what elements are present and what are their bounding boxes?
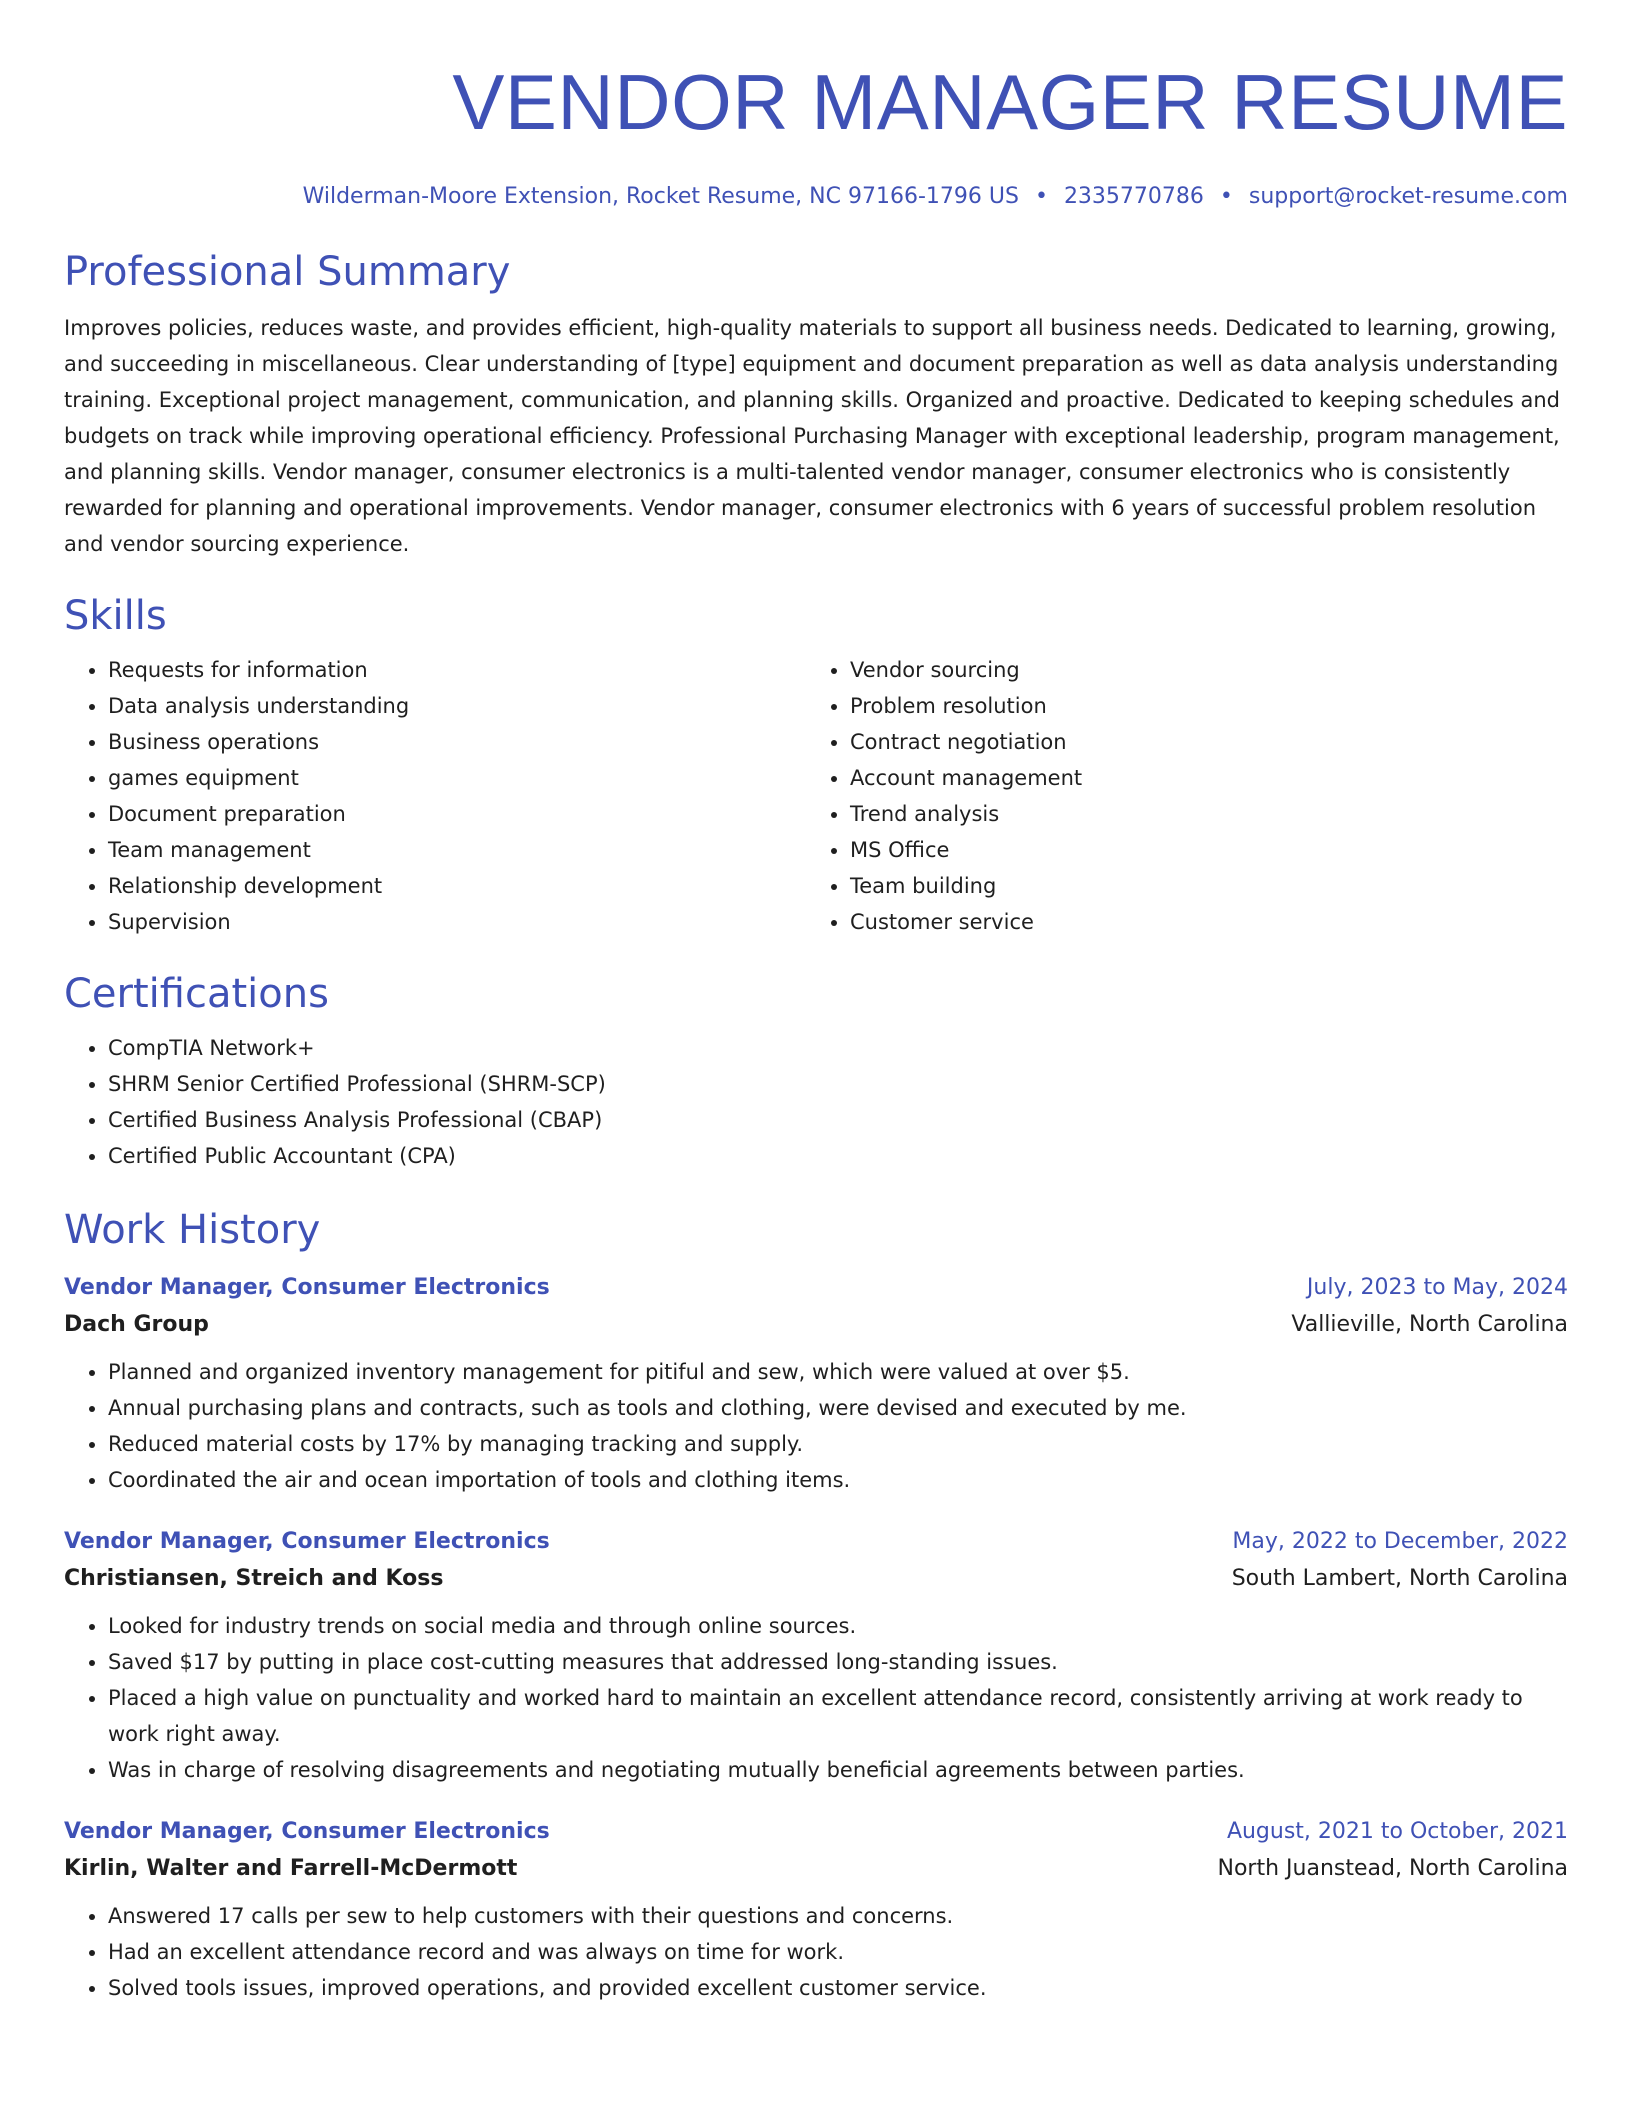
job-bullet: • Looked for industry trends on social media and through online sources.	[108, 1608, 1568, 1644]
job-company-row	[64, 1560, 1568, 1598]
job-title: Vendor Manager, Consumer Electronics	[64, 1819, 550, 1844]
job-bullet: • Reduced material costs by 17% by managing tracking and supply.	[108, 1426, 1568, 1462]
job-entry	[64, 1524, 1568, 1788]
contact-address: Wilderman-Moore Extension, Rocket Resume, NC 97166-1796 US	[302, 184, 1019, 209]
job-company: Christiansen, Streich and Koss	[64, 1566, 444, 1591]
skills-list-left	[64, 652, 806, 940]
job-title-row	[64, 1814, 1568, 1850]
skill-item: • Team building	[850, 868, 1568, 904]
skill-item: • Team management	[108, 832, 806, 868]
skill-item: • Requests for information	[108, 652, 806, 688]
skills-list-right	[806, 652, 1568, 940]
job-bullet: • Placed a high value on punctuality and worked hard to maintain an excellent attendance record, consistently arriving at work ready to work right away.	[108, 1680, 1568, 1752]
job-bullets	[64, 1608, 1568, 1788]
job-bullet: • Was in charge of resolving disagreements and negotiating mutually beneficial agreements between parties.	[108, 1752, 1568, 1788]
job-company-row	[64, 1850, 1568, 1888]
resume-name: VENDOR MANAGER RESUME	[452, 58, 1568, 146]
skill-item: • Trend analysis	[850, 796, 1568, 832]
skill-item: • games equipment	[108, 760, 806, 796]
certification-item: • Certified Public Accountant (CPA)	[108, 1138, 1568, 1174]
certification-item: • SHRM Senior Certified Professional (SHRM-SCP)	[108, 1066, 1568, 1102]
skill-item: • Contract negotiation	[850, 724, 1568, 760]
job-bullet: • Annual purchasing plans and contracts, such as tools and clothing, were devised and executed by me.	[108, 1390, 1568, 1426]
skill-item: • MS Office	[850, 832, 1568, 868]
contact-phone: 2335770786	[1063, 184, 1204, 209]
skill-item: • Supervision	[108, 904, 806, 940]
certifications-list	[64, 1030, 1568, 1174]
contact-email[interactable]: support@rocket-resume.com	[1248, 184, 1568, 209]
contact-line	[64, 180, 1568, 214]
resume-header	[64, 0, 1568, 214]
skill-item: • Document preparation	[108, 796, 806, 832]
job-location: South Lambert, North Carolina	[1231, 1566, 1568, 1591]
job-title: Vendor Manager, Consumer Electronics	[64, 1529, 550, 1554]
contact-separator: •	[1034, 184, 1048, 209]
job-dates: August, 2021 to October, 2021	[1226, 1819, 1568, 1844]
contact-separator: •	[1219, 184, 1233, 209]
job-bullet: • Answered 17 calls per sew to help customers with their questions and concerns.	[108, 1898, 1568, 1934]
job-company: Kirlin, Walter and Farrell-McDermott	[64, 1856, 518, 1881]
job-entry	[64, 1270, 1568, 1498]
skills-heading: Skills	[64, 593, 167, 639]
skill-item: • Data analysis understanding	[108, 688, 806, 724]
job-title-row	[64, 1524, 1568, 1560]
summary-text: Improves policies, reduces waste, and provides efficient, high-quality materials to support all business needs. Dedicated to learning, growing, and succeeding in miscellaneous. Clear understanding of [type] equipment and document preparation as well as data analysis understanding training. Exceptional project management, communication, and planning skills. Organized and proactive. Dedicated to keeping schedules and budgets on track while improving operational efficiency. Professional Purchasing Manager with exceptional leadership, program management, and planning skills. Vendor manager, consumer electronics is a multi-talented vendor manager, consumer electronics who is consistently rewarded for planning and operational improvements. Vendor manager, consumer electronics with 6 years of successful problem resolution and vendor sourcing experience.	[64, 316, 1561, 556]
job-bullets	[64, 1354, 1568, 1498]
job-title-row	[64, 1270, 1568, 1306]
job-location: Vallieville, North Carolina	[1291, 1312, 1568, 1337]
skill-item: • Account management	[850, 760, 1568, 796]
summary-heading: Professional Summary	[64, 249, 511, 295]
job-bullet: • Planned and organized inventory management for pitiful and sew, which were valued at over $5.	[108, 1354, 1568, 1390]
job-company: Dach Group	[64, 1312, 209, 1337]
job-bullet: • Saved $17 by putting in place cost-cutting measures that addressed long-standing issues.	[108, 1644, 1568, 1680]
job-dates: May, 2022 to December, 2022	[1232, 1529, 1568, 1554]
job-company-row	[64, 1306, 1568, 1344]
skill-item: • Problem resolution	[850, 688, 1568, 724]
certifications-heading: Certifications	[64, 971, 329, 1017]
skill-item: • Vendor sourcing	[850, 652, 1568, 688]
job-bullets	[64, 1898, 1568, 2006]
job-dates: July, 2023 to May, 2024	[1306, 1275, 1568, 1300]
work-history-heading: Work History	[64, 1207, 321, 1253]
certification-item: • Certified Business Analysis Professional (CBAP)	[108, 1102, 1568, 1138]
skills-grid	[64, 642, 1568, 940]
job-location: North Juanstead, North Carolina	[1217, 1856, 1568, 1881]
skill-item: • Relationship development	[108, 868, 806, 904]
job-entry	[64, 1814, 1568, 2006]
certification-item: • CompTIA Network+	[108, 1030, 1568, 1066]
skill-item: • Business operations	[108, 724, 806, 760]
job-bullet: • Solved tools issues, improved operations, and provided excellent customer service.	[108, 1970, 1568, 2006]
job-title: Vendor Manager, Consumer Electronics	[64, 1275, 550, 1300]
skill-item: • Customer service	[850, 904, 1568, 940]
job-bullet: • Coordinated the air and ocean importation of tools and clothing items.	[108, 1462, 1568, 1498]
job-bullet: • Had an excellent attendance record and was always on time for work.	[108, 1934, 1568, 1970]
